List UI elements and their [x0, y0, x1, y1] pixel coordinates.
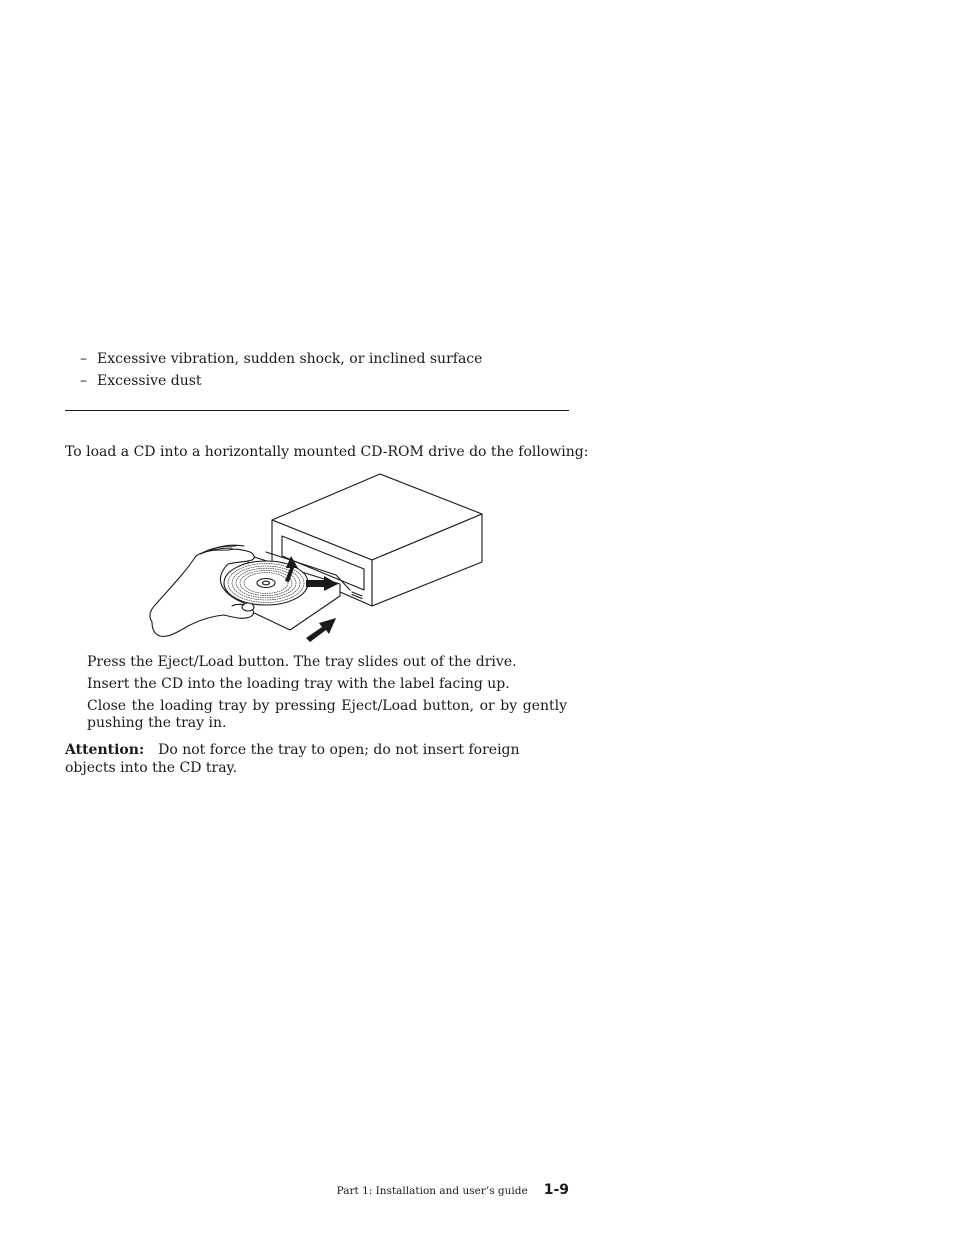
intro-paragraph: To load a CD into a horizontally mounted CD-ROM drive do the following: — [65, 444, 589, 460]
bullet-item — [80, 350, 482, 368]
footer-text: Part 1: Installation and user’s guide — [336, 1185, 528, 1197]
step-1: Press the Eject/Load button. The tray slides out of the drive. — [87, 654, 517, 670]
attention-note — [65, 741, 565, 777]
attention-label: Attention: — [65, 742, 145, 758]
cd-loading-illustration — [140, 470, 490, 645]
section-divider — [65, 410, 569, 411]
page-number: 1-9 — [543, 1182, 569, 1198]
step-2: Insert the CD into the loading tray with the label facing up. — [87, 676, 510, 692]
step-3: Close the loading tray by pressing Eject/Load button, or by gently pushing the tray in. — [87, 698, 567, 731]
attention-text: Do not force the tray to open; do not insert foreign objects into the CD tray. — [65, 742, 520, 776]
bullet-text: Excessive dust — [97, 373, 202, 389]
arrow-diagonal-icon — [306, 618, 336, 642]
page-footer — [337, 1182, 569, 1198]
bullet-dash: – — [80, 373, 87, 389]
bullet-text: Excessive vibration, sudden shock, or inclined surface — [97, 351, 483, 367]
bullet-item — [80, 372, 202, 390]
bullet-dash: – — [80, 351, 87, 367]
